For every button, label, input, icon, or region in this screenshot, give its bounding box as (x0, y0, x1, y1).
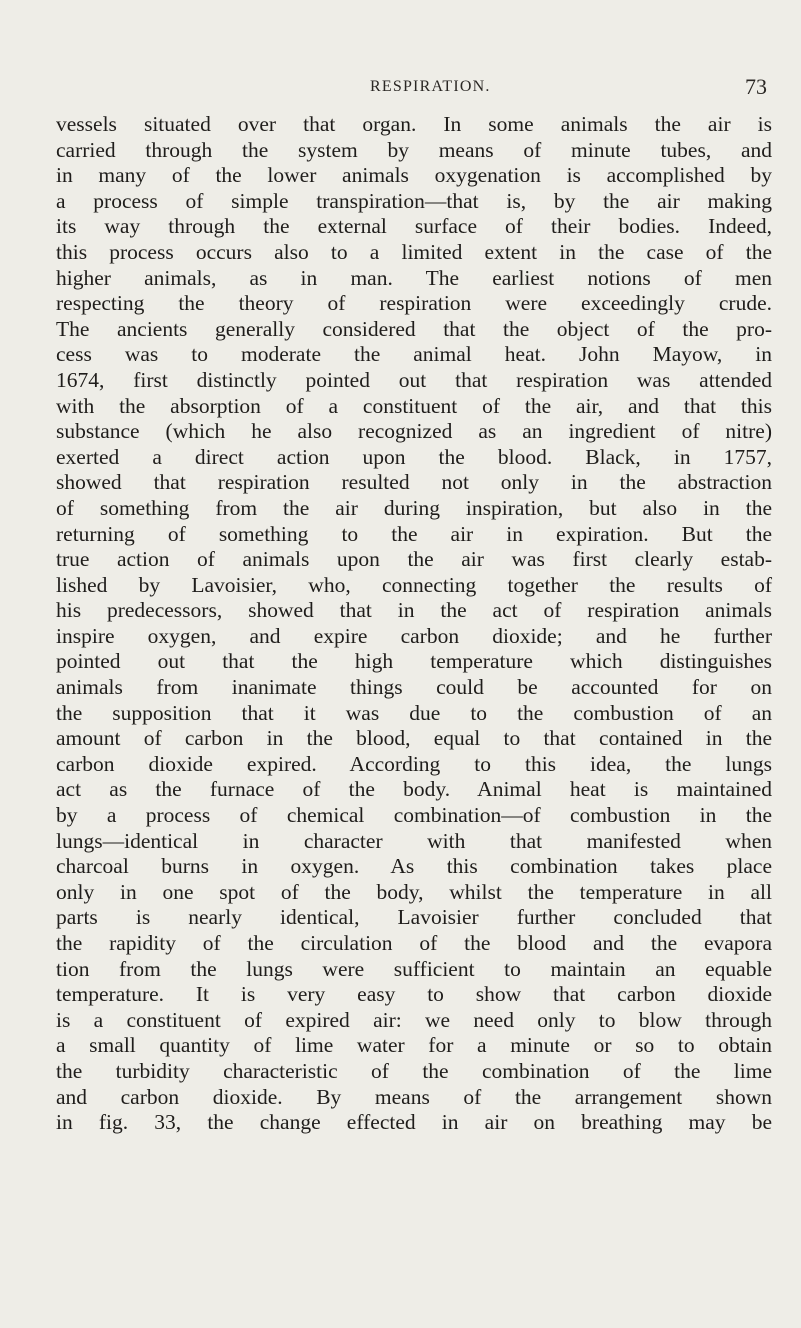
text-line: is a constituent of expired air: we need only to blow through (56, 1007, 772, 1032)
text-line: lungs—identical in character with that manifested when (56, 828, 772, 853)
text-line: the turbidity characteristic of the combination of the lime (56, 1058, 772, 1083)
text-line: act as the furnace of the body. Animal heat is maintained (56, 777, 772, 802)
text-line: returning of something to the air in expiration. But the (56, 521, 772, 546)
text-line: a small quantity of lime water for a minute or so to obtain (56, 1033, 772, 1058)
text-line: exerted a direct action upon the blood. Black, in 1757, (56, 444, 772, 469)
text-line: 1674, first distinctly pointed out that respiration was attended (56, 367, 772, 392)
text-line: inspire oxygen, and expire carbon dioxide; and he further (56, 623, 772, 648)
text-line: higher animals, as in man. The earliest notions of men (56, 265, 772, 290)
text-line: his predecessors, showed that in the act of respiration animals (56, 598, 772, 623)
text-line: in many of the lower animals oxygenation is accomplished by (56, 163, 772, 188)
text-line: lished by Lavoisier, who, connecting together the results of (56, 572, 772, 597)
text-line: parts is nearly identical, Lavoisier further concluded that (56, 905, 772, 930)
text-line: by a process of chemical combination—of combustion in the (56, 803, 772, 828)
text-line: respecting the theory of respiration were exceedingly crude. (56, 291, 772, 316)
running-head: RESPIRATION. (370, 78, 491, 95)
text-line: with the absorption of a constituent of the air, and that this (56, 393, 772, 418)
text-line: and carbon dioxide. By means of the arrangement shown (56, 1084, 772, 1109)
text-line: amount of carbon in the blood, equal to that contained in the (56, 726, 772, 751)
text-line: tion from the lungs were sufficient to maintain an equable (56, 956, 772, 981)
text-line: substance (which he also recognized as an ingredient of nitre) (56, 419, 772, 444)
text-line: in fig. 33, the change effected in air on breathing may be (56, 1110, 772, 1135)
text-line: pointed out that the high temperature which distinguishes (56, 649, 772, 674)
text-line: of something from the air during inspiration, but also in the (56, 495, 772, 520)
text-line: its way through the external surface of their bodies. Indeed, (56, 214, 772, 239)
text-line: the supposition that it was due to the combustion of an (56, 700, 772, 725)
text-line: cess was to moderate the animal heat. John Mayow, in (56, 342, 772, 367)
text-line: only in one spot of the body, whilst the temperature in all (56, 879, 772, 904)
text-line: carbon dioxide expired. According to this idea, the lungs (56, 751, 772, 776)
text-line: vessels situated over that organ. In some animals the air is (56, 112, 772, 136)
text-line: The ancients generally considered that the object of the pro- (56, 316, 772, 341)
text-line: animals from inanimate things could be accounted for on (56, 675, 772, 700)
text-line: a process of simple transpiration—that is, by the air making (56, 188, 772, 213)
text-line: charcoal burns in oxygen. As this combination takes place (56, 854, 772, 879)
body-text (56, 112, 772, 1136)
text-line: this process occurs also to a limited extent in the case of the (56, 239, 772, 264)
text-line: showed that respiration resulted not only in the abstraction (56, 470, 772, 495)
text-line: true action of animals upon the air was first clearly estab- (56, 547, 772, 572)
text-line: carried through the system by means of minute tubes, and (56, 137, 772, 162)
page-number: 73 (745, 74, 767, 99)
text-line: the rapidity of the circulation of the blood and the evapora (56, 931, 772, 955)
text-line: temperature. It is very easy to show that carbon dioxide (56, 982, 772, 1007)
